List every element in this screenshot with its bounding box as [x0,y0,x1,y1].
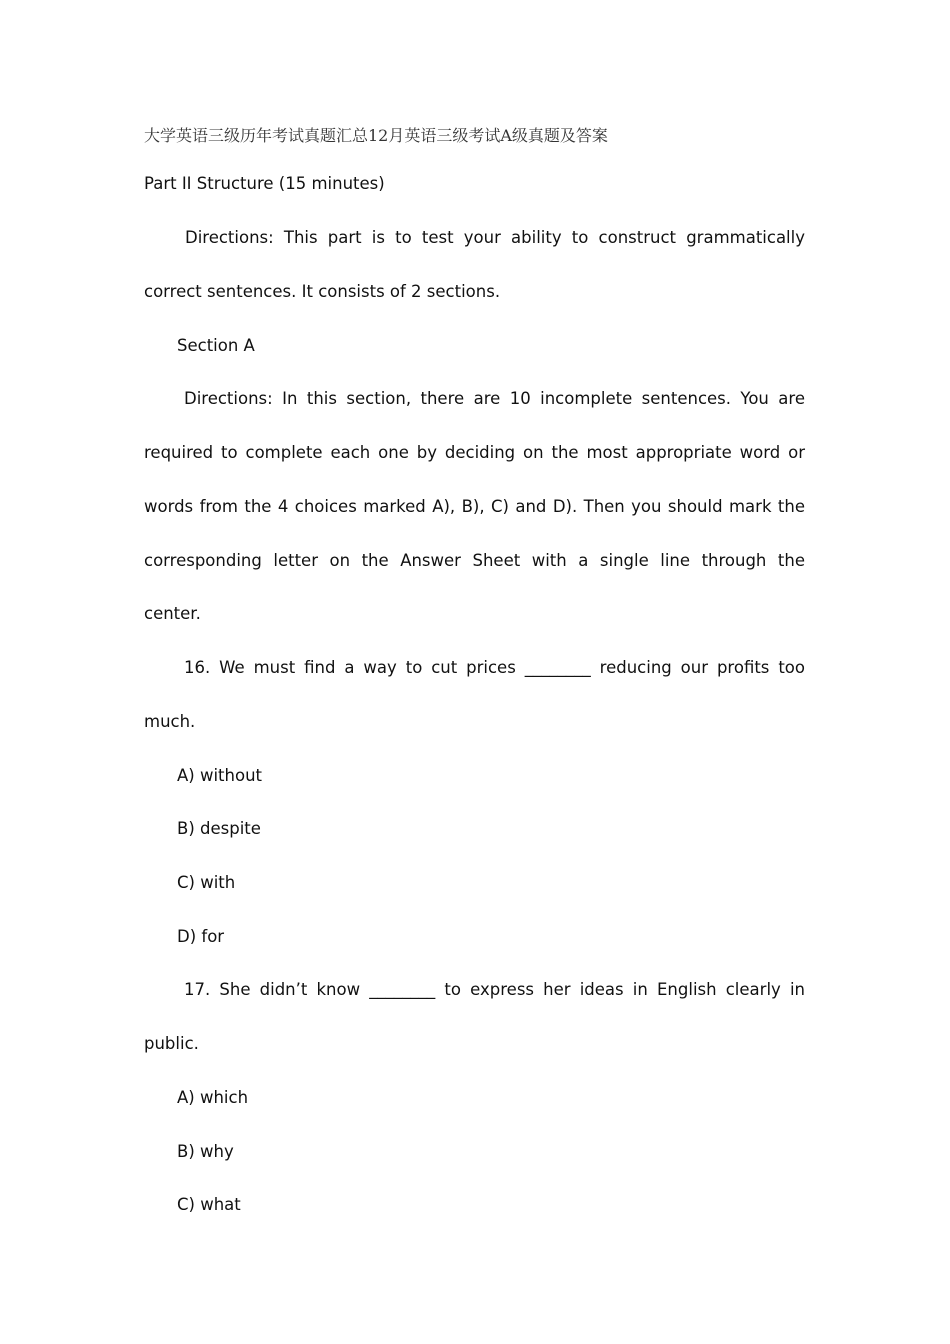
answer-option: B) despite [177,819,261,838]
section-directions-line: Directions: In this section, there are 10 incomplete sentences. You are [184,389,805,408]
answer-option: D) for [177,927,225,946]
question-stem: 17. She didn’t know ________ to express her ideas in English clearly in [184,980,805,999]
section-directions-line: words from the 4 choices marked A), B), C) and D). Then you should mark the [144,497,805,516]
answer-option: B) why [177,1142,234,1161]
document-title: 大学英语三级历年考试真题汇总12月英语三级考试A级真题及答案 [144,126,608,145]
part-heading: Part II Structure (15 minutes) [144,174,385,193]
question-stem: public. [144,1034,199,1053]
section-directions-line: required to complete each one by deciding on the most appropriate word or [144,443,805,462]
question-stem: much. [144,712,196,731]
section-heading: Section A [177,336,255,355]
answer-option: A) without [177,766,262,785]
directions-paragraph-line: Directions: This part is to test your ability to construct grammatically [185,228,805,247]
answer-option: C) what [177,1195,241,1214]
question-stem: 16. We must find a way to cut prices ________ reducing our profits too [184,658,805,677]
section-directions-line: corresponding letter on the Answer Sheet with a single line through the [144,551,805,570]
section-directions-line: center. [144,604,201,623]
answer-option: C) with [177,873,236,892]
directions-paragraph-line: correct sentences. It consists of 2 sections. [144,282,501,301]
answer-option: A) which [177,1088,249,1107]
